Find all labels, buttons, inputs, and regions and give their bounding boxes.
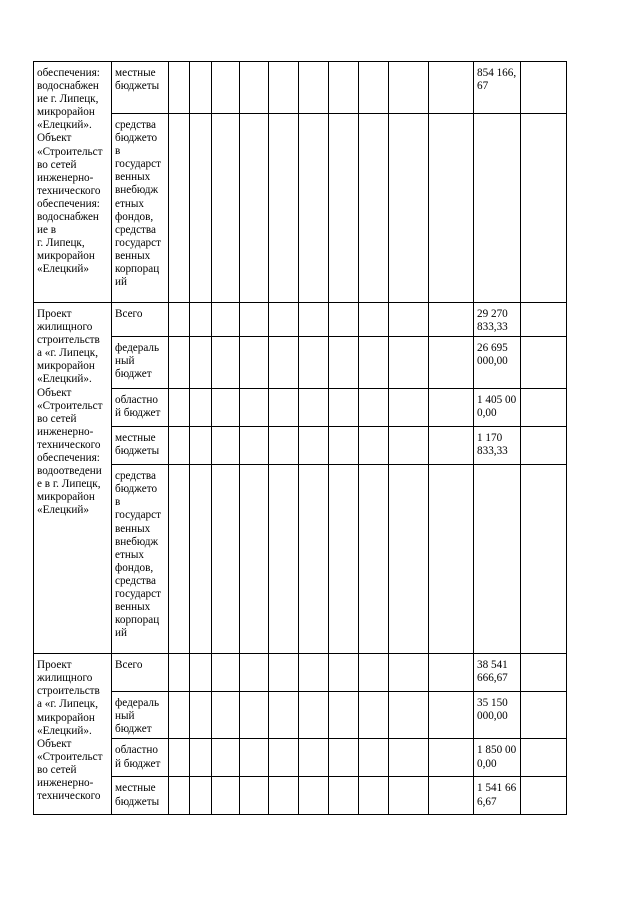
empty-cell xyxy=(190,427,212,465)
amount-cell: 1 170 833,33 xyxy=(474,427,521,465)
empty-cell xyxy=(212,114,240,303)
empty-cell xyxy=(389,114,429,303)
empty-cell xyxy=(521,62,567,114)
table-row xyxy=(34,114,600,303)
empty-cell xyxy=(190,389,212,427)
empty-cell xyxy=(190,654,212,692)
empty-cell xyxy=(240,427,269,465)
empty-cell xyxy=(389,739,429,777)
empty-cell xyxy=(169,337,190,389)
empty-cell xyxy=(359,739,389,777)
empty-cell xyxy=(389,303,429,337)
empty-cell xyxy=(521,692,567,739)
empty-cell xyxy=(269,114,299,303)
table-row xyxy=(34,739,600,777)
funding-source-cell: местные бюджеты xyxy=(112,777,169,815)
empty-cell xyxy=(359,427,389,465)
amount-cell xyxy=(474,114,521,303)
empty-cell xyxy=(240,114,269,303)
empty-cell xyxy=(299,654,329,692)
empty-cell xyxy=(240,692,269,739)
empty-cell xyxy=(429,465,474,654)
empty-cell xyxy=(299,427,329,465)
empty-cell xyxy=(329,692,359,739)
empty-cell xyxy=(212,692,240,739)
empty-cell xyxy=(190,739,212,777)
empty-cell xyxy=(389,654,429,692)
empty-cell xyxy=(521,389,567,427)
empty-cell xyxy=(269,337,299,389)
empty-cell xyxy=(169,739,190,777)
empty-cell xyxy=(169,465,190,654)
empty-cell xyxy=(269,62,299,114)
amount-cell: 29 270 833,33 xyxy=(474,303,521,337)
empty-cell xyxy=(190,692,212,739)
empty-cell xyxy=(299,389,329,427)
empty-cell xyxy=(329,337,359,389)
empty-cell xyxy=(429,427,474,465)
empty-cell xyxy=(359,654,389,692)
funding-source-cell: федераль ный бюджет xyxy=(112,692,169,739)
empty-cell xyxy=(429,654,474,692)
empty-cell xyxy=(329,427,359,465)
empty-cell xyxy=(169,427,190,465)
empty-cell xyxy=(299,465,329,654)
empty-cell xyxy=(212,427,240,465)
empty-cell xyxy=(269,739,299,777)
empty-cell xyxy=(212,389,240,427)
empty-cell xyxy=(389,465,429,654)
empty-cell xyxy=(169,303,190,337)
empty-cell xyxy=(212,739,240,777)
project-name-cell: обеспечения: водоснабжен ие г. Липецк, микрорайон «Елецкий». Объект «Строительст во сетей инженерно- технического обеспечения: водоснабжен ие в г. Липецк, микрорайон «Елецкий» xyxy=(34,62,112,303)
empty-cell xyxy=(269,465,299,654)
empty-cell xyxy=(521,303,567,337)
funding-source-cell: местные бюджеты xyxy=(112,62,169,114)
empty-cell xyxy=(269,389,299,427)
empty-cell xyxy=(329,114,359,303)
empty-cell xyxy=(212,465,240,654)
empty-cell xyxy=(240,465,269,654)
empty-cell xyxy=(299,303,329,337)
empty-cell xyxy=(389,692,429,739)
empty-cell xyxy=(299,739,329,777)
empty-cell xyxy=(329,62,359,114)
empty-cell xyxy=(169,62,190,114)
empty-cell xyxy=(240,777,269,815)
empty-cell xyxy=(521,114,567,303)
budget-table xyxy=(33,61,600,815)
empty-cell xyxy=(190,337,212,389)
empty-cell xyxy=(389,62,429,114)
table-row xyxy=(34,62,600,114)
funding-source-cell: средства бюджето в государст венных внебюдж етных фондов, средства государст венных корпорац ий xyxy=(112,465,169,654)
empty-cell xyxy=(359,465,389,654)
empty-cell xyxy=(429,62,474,114)
empty-cell xyxy=(169,389,190,427)
amount-cell: 38 541 666,67 xyxy=(474,654,521,692)
empty-cell xyxy=(329,303,359,337)
empty-cell xyxy=(240,654,269,692)
empty-cell xyxy=(212,777,240,815)
empty-cell xyxy=(329,389,359,427)
empty-cell xyxy=(190,114,212,303)
project-name-cell: Проект жилищного строительств а «г. Липецк, микрорайон «Елецкий». Объект «Строительст во сетей инженерно- технического xyxy=(34,654,112,815)
empty-cell xyxy=(359,303,389,337)
empty-cell xyxy=(389,777,429,815)
empty-cell xyxy=(269,654,299,692)
amount-cell: 26 695 000,00 xyxy=(474,337,521,389)
empty-cell xyxy=(329,739,359,777)
funding-source-cell: федераль ный бюджет xyxy=(112,337,169,389)
empty-cell xyxy=(299,777,329,815)
empty-cell xyxy=(429,739,474,777)
empty-cell xyxy=(329,654,359,692)
empty-cell xyxy=(521,777,567,815)
table-row xyxy=(34,654,600,692)
empty-cell xyxy=(429,777,474,815)
empty-cell xyxy=(299,114,329,303)
empty-cell xyxy=(429,389,474,427)
empty-cell xyxy=(389,337,429,389)
empty-cell xyxy=(240,62,269,114)
amount-cell: 1 850 00 0,00 xyxy=(474,739,521,777)
empty-cell xyxy=(169,777,190,815)
empty-cell xyxy=(169,114,190,303)
empty-cell xyxy=(359,692,389,739)
empty-cell xyxy=(521,427,567,465)
amount-cell: 854 166, 67 xyxy=(474,62,521,114)
empty-cell xyxy=(169,692,190,739)
empty-cell xyxy=(359,114,389,303)
empty-cell xyxy=(190,303,212,337)
empty-cell xyxy=(389,389,429,427)
table-row xyxy=(34,777,600,815)
empty-cell xyxy=(190,62,212,114)
empty-cell xyxy=(359,777,389,815)
empty-cell xyxy=(299,62,329,114)
amount-cell: 1 405 00 0,00 xyxy=(474,389,521,427)
empty-cell xyxy=(521,654,567,692)
empty-cell xyxy=(212,303,240,337)
empty-cell xyxy=(359,62,389,114)
empty-cell xyxy=(359,337,389,389)
empty-cell xyxy=(429,303,474,337)
empty-cell xyxy=(329,465,359,654)
funding-source-cell: средства бюджето в государст венных внебюдж етных фондов, средства государст венных корпорац ий xyxy=(112,114,169,303)
empty-cell xyxy=(389,427,429,465)
empty-cell xyxy=(212,62,240,114)
table-row xyxy=(34,303,600,337)
empty-cell xyxy=(329,777,359,815)
project-name-cell: Проект жилищного строительств а «г. Липецк, микрорайон «Елецкий». Объект «Строительст во сетей инженерно- технического обеспечения: водоотведени е в г. Липецк, микрорайон «Елецкий» xyxy=(34,303,112,654)
empty-cell xyxy=(169,654,190,692)
empty-cell xyxy=(212,337,240,389)
empty-cell xyxy=(269,427,299,465)
funding-source-cell: областно й бюджет xyxy=(112,739,169,777)
empty-cell xyxy=(212,654,240,692)
empty-cell xyxy=(429,692,474,739)
table-row xyxy=(34,337,600,389)
empty-cell xyxy=(240,389,269,427)
empty-cell xyxy=(240,739,269,777)
empty-cell xyxy=(240,303,269,337)
empty-cell xyxy=(190,465,212,654)
empty-cell xyxy=(269,303,299,337)
table-row xyxy=(34,465,600,654)
funding-source-cell: Всего xyxy=(112,654,169,692)
table-row xyxy=(34,427,600,465)
amount-cell: 35 150 000,00 xyxy=(474,692,521,739)
empty-cell xyxy=(521,337,567,389)
empty-cell xyxy=(269,692,299,739)
table-row xyxy=(34,692,600,739)
empty-cell xyxy=(299,337,329,389)
empty-cell xyxy=(429,114,474,303)
empty-cell xyxy=(429,337,474,389)
budget-table-body xyxy=(34,62,600,815)
empty-cell xyxy=(299,692,329,739)
funding-source-cell: Всего xyxy=(112,303,169,337)
table-row xyxy=(34,389,600,427)
amount-cell: 1 541 66 6,67 xyxy=(474,777,521,815)
empty-cell xyxy=(240,337,269,389)
empty-cell xyxy=(359,389,389,427)
amount-cell xyxy=(474,465,521,654)
empty-cell xyxy=(269,777,299,815)
funding-source-cell: местные бюджеты xyxy=(112,427,169,465)
empty-cell xyxy=(521,739,567,777)
empty-cell xyxy=(521,465,567,654)
funding-source-cell: областно й бюджет xyxy=(112,389,169,427)
empty-cell xyxy=(190,777,212,815)
